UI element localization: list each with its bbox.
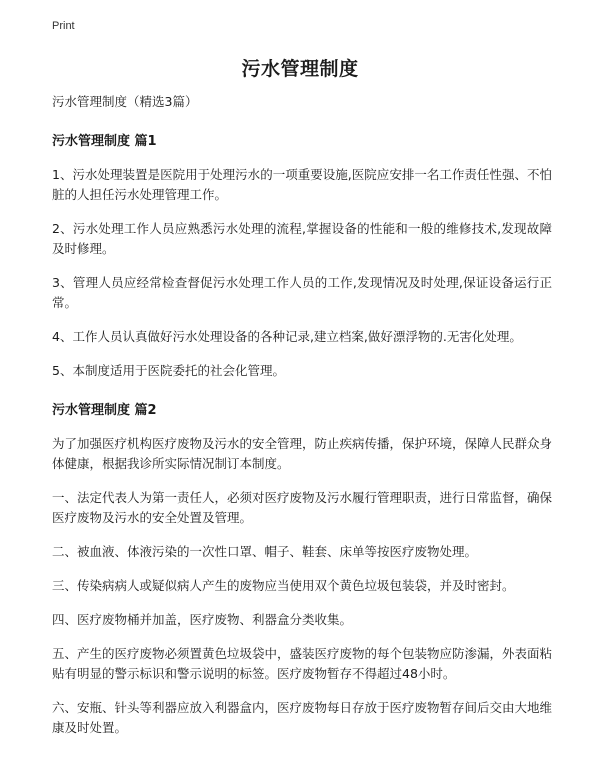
document-body — [52, 92, 552, 752]
paragraph: 五、产生的医疗废物必须置黄色垃圾袋中，盛装医疗废物的每个包装物应防渗漏，外表面粘贴有明显的警示标识和警示说明的标签。医疗废物暂存不得超过48小时。 — [52, 646, 553, 681]
page-title: 污水管理制度 — [241, 58, 359, 80]
paragraph: 为了加强医疗机构医疗废物及污水的安全管理，防止疾病传播，保护环境，保障人民群众身体健康，根据我诊所实际情况制订本制度。 — [52, 436, 553, 471]
section-heading-1: 污水管理制度 篇1 — [52, 134, 157, 149]
paragraph: 3、管理人员应经常检查督促污水处理工作人员的工作,发现情况及时处理,保证设备运行正常。 — [52, 275, 552, 310]
paragraph: 二、被血液、体液污染的一次性口罩、帽子、鞋套、床单等按医疗废物处理。 — [52, 544, 478, 559]
paragraph: 四、医疗废物桶并加盖，医疗废物、利器盒分类收集。 — [52, 612, 353, 627]
paragraph: 三、传染病病人或疑似病人产生的废物应当使用双个黄色垃圾包装袋，并及时密封。 — [52, 578, 515, 593]
paragraph: 4、工作人员认真做好污水处理设备的各种记录,建立档案,做好漂浮物的.无害化处理。 — [52, 329, 522, 344]
print-label: Print — [52, 20, 75, 32]
section-heading-2: 污水管理制度 篇2 — [52, 403, 157, 418]
paragraph: 5、本制度适用于医院委托的社会化管理。 — [52, 363, 285, 378]
document-subtitle: 污水管理制度（精选3篇） — [52, 94, 198, 109]
paragraph: 1、污水处理装置是医院用于处理污水的一项重要设施,医院应安排一名工作责任性强、不怕脏的人担任污水处理管理工作。 — [52, 167, 552, 202]
paragraph: 六、安瓶、针头等利器应放入利器盒内，医疗废物每日存放于医疗废物暂存间后交由大地维康及时处置。 — [52, 700, 553, 735]
paragraph: 2、污水处理工作人员应熟悉污水处理的流程,掌握设备的性能和一般的维修技术,发现故障及时修理。 — [52, 221, 552, 256]
paragraph: 一、法定代表人为第一责任人，必须对医疗废物及污水履行管理职责，进行日常监督，确保医疗废物及污水的安全处置及管理。 — [52, 490, 553, 525]
